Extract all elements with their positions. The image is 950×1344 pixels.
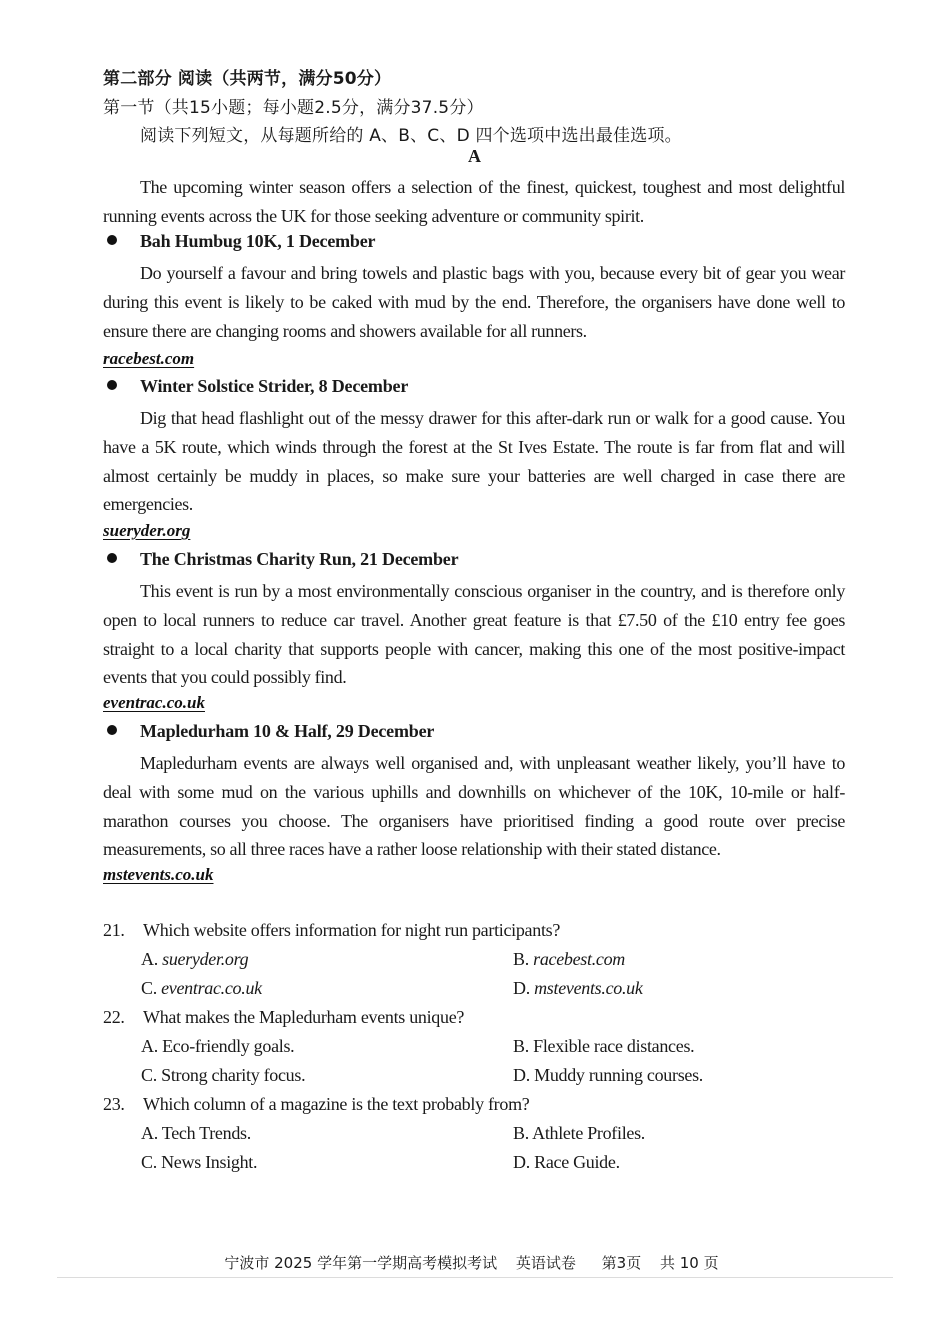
q21-option-d[interactable] [513,978,643,999]
option-text: eventrac.co.uk [161,978,262,998]
passage-letter: A [468,146,481,166]
footer-divider [57,1277,893,1278]
option-text: Strong charity focus. [161,1065,306,1085]
event-heading [103,376,408,397]
event-title: Bah Humbug 10K, 1 December [140,231,376,251]
option-text: Muddy running courses. [534,1065,703,1085]
subject-name: 英语试卷 [515,1254,576,1272]
q21-option-b[interactable] [513,949,625,970]
q23-option-a[interactable] [141,1123,251,1144]
option-text: Race Guide. [534,1152,620,1172]
option-label: B. [513,949,529,969]
q23-option-b[interactable] [513,1123,645,1144]
section-title: 第一节（共15小题；每小题2.5分，满分37.5分） [103,98,484,118]
option-text: Eco-friendly goals. [162,1036,295,1056]
bullet-icon [107,380,117,390]
option-label: B. [513,1036,529,1056]
event-title: Winter Solstice Strider, 8 December [140,376,409,396]
question-22 [103,1007,464,1028]
event-website-link[interactable]: racebest.com [103,349,195,368]
event-website-link[interactable]: eventrac.co.uk [103,693,205,712]
question-text: What makes the Mapledurham events unique? [143,1007,465,1027]
question-number: 23. [103,1094,125,1114]
option-label: D. [513,1152,530,1172]
event-heading [103,721,434,742]
event-heading [103,549,458,570]
option-text: Tech Trends. [161,1123,251,1143]
q22-option-d[interactable] [513,1065,703,1086]
option-label: C. [141,1152,157,1172]
event-description: This event is run by a most environmentally conscious organiser in the country, and is therefore only open to local runners to reduce car travel. Another great feature is that £7.50 of the £10 entry fee goes straight to a local charity that supports people with cancer, making this one of the most positive-impact events that you could possibly find. [103,581,845,688]
event-heading [103,231,375,252]
option-label: C. [141,1065,157,1085]
q22-option-a[interactable] [141,1036,294,1057]
question-text: Which column of a magazine is the text probably from? [143,1094,530,1114]
option-label: A. [141,1123,158,1143]
option-label: A. [141,949,158,969]
option-label: B. [513,1123,529,1143]
event-description: Dig that head flashlight out of the messy drawer for this after-dark run or walk for a good cause. You have a 5K route, which winds through the forest at the St Ives Estate. The route is far from flat and will almost certainly be muddy in places, so make sure your batteries are well charged in case there are emergencies. [103,408,845,515]
q23-option-c[interactable] [141,1152,257,1173]
q23-option-d[interactable] [513,1152,620,1173]
page-footer [0,1252,950,1273]
option-label: C. [141,978,157,998]
part-title: 第二部分 阅读（共两节，满分50分） [103,69,392,89]
instructions: 阅读下列短文，从每题所给的 A、B、C、D 四个选项中选出最佳选项。 [140,126,682,146]
passage-intro: The upcoming winter season offers a selection of the finest, quickest, toughest and most delightful running events across the UK for those seeking adventure or community spirit. [103,177,845,226]
option-text: mstevents.co.uk [534,978,643,998]
question-text: Which website offers information for night run participants? [143,920,561,940]
question-number: 21. [103,920,125,940]
event-title: The Christmas Charity Run, 21 December [140,549,459,569]
event-website-link[interactable]: sueryder.org [103,521,191,540]
bullet-icon [107,235,117,245]
q21-option-c[interactable] [141,978,262,999]
q22-option-b[interactable] [513,1036,694,1057]
event-description: Do yourself a favour and bring towels and plastic bags with you, because every bit of gear you wear during this event is likely to be caked with mud by the end. Therefore, the organisers have done well to ensure there are changing rooms and showers available for all runners. [103,263,845,341]
current-page: 第3页 [601,1254,642,1272]
total-pages: 共 10 页 [660,1254,719,1272]
q22-option-c[interactable] [141,1065,305,1086]
option-text: sueryder.org [162,949,249,969]
event-title: Mapledurham 10 & Half, 29 December [140,721,435,741]
option-label: D. [513,1065,530,1085]
option-label: A. [141,1036,158,1056]
option-text: News Insight. [161,1152,258,1172]
event-website-link[interactable]: mstevents.co.uk [103,865,214,884]
option-label: D. [513,978,530,998]
bullet-icon [107,725,117,735]
page-number [595,1254,726,1272]
question-23 [103,1094,529,1115]
option-text: racebest.com [533,949,625,969]
bullet-icon [107,553,117,563]
question-number: 22. [103,1007,125,1027]
option-text: Flexible race distances. [533,1036,695,1056]
q21-option-a[interactable] [141,949,248,970]
question-21 [103,920,560,941]
event-description: Mapledurham events are always well organised and, with unpleasant weather likely, you’ll have to deal with some mud on the various uphills and downhills on whichever of the 10K, 10-mile or half-marathon courses you choose. The organisers have prioritised finding a good route over precise measurements, so all three races have a rather loose relationship with their stated distance. [103,753,845,860]
exam-name: 宁波市 2025 学年第一学期高考模拟考试 [224,1254,498,1272]
option-text: Athlete Profiles. [532,1123,646,1143]
